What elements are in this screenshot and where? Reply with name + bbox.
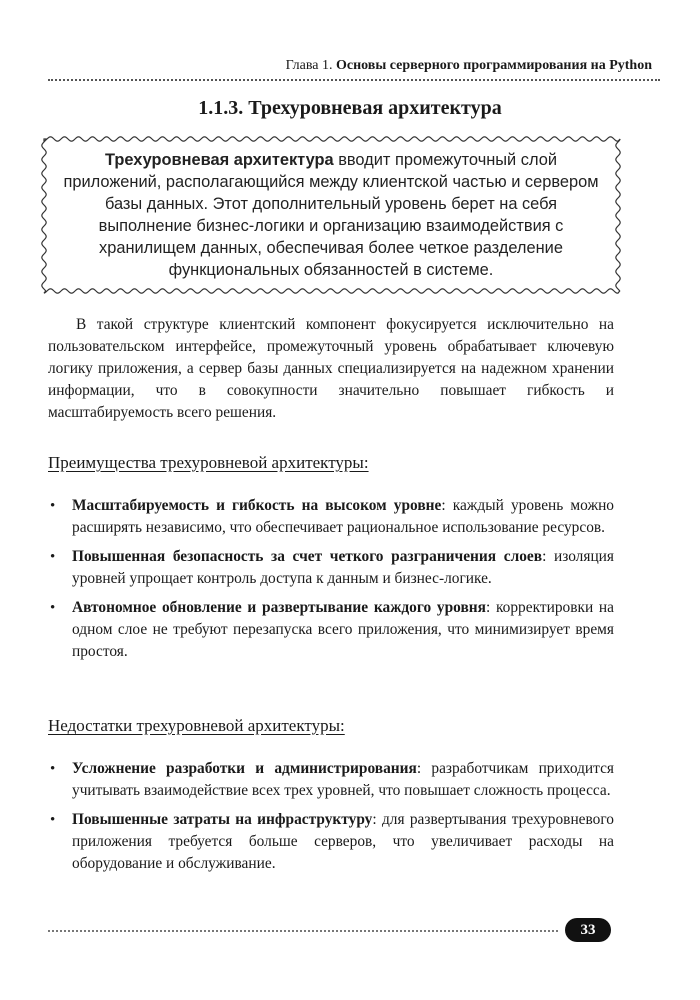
item-term: Усложнение разработки и администрирования: [72, 760, 417, 777]
item-text: : каждый уровень можно расширять независимо, что обеспечивает рациональное использование ресурсов.: [72, 497, 615, 536]
section-title: 1.1.3. Трехуровневая архитектура: [198, 97, 502, 119]
advantages-list: [48, 495, 614, 670]
definition-text: [58, 149, 604, 281]
definition-body: вводит промежуточный слой приложений, располагающийся между клиентской частью и сервером базы данных. Этот дополнительный уровень берет на себя выполнение бизнес-логики и организацию взаимодействия с хранилищем данных, обеспечивая более четкое разделение функциональных обязанностей в системе.: [63, 151, 599, 279]
item-term: Повышенная безопасность за счет четкого разграничения слоев: [72, 548, 543, 565]
bullet-icon: •: [50, 549, 56, 565]
chapter-label: Глава 1.: [285, 58, 333, 73]
footer-divider: [48, 930, 558, 932]
list-item: [48, 546, 614, 590]
bullet-icon: •: [50, 761, 56, 777]
list-item: [48, 758, 614, 802]
item-term: Автономное обновление и развертывание каждого уровня: [72, 599, 486, 616]
list-item: [48, 495, 614, 539]
disadvantages-list: [48, 758, 614, 882]
bullet-icon: •: [50, 600, 56, 616]
intro-paragraph: В такой структуре клиентский компонент фокусируется исключительно на пользовательском интерфейсе, промежуточный уровень обрабатывает ключевую логику приложения, а сервер базы данных специализируется на надежном хранении информации, что в совокупности значительно повышает гибкость и масштабируемость всего решения.: [48, 316, 614, 421]
page-number-badge: 33: [565, 918, 611, 942]
bullet-icon: •: [50, 498, 56, 514]
list-item: [48, 809, 614, 875]
item-text: : корректировки на одном слое не требуют перезапуска всего приложения, что минимизирует время простоя.: [72, 599, 614, 660]
advantages-heading: Преимущества трехуровневой архитектуры:: [48, 453, 369, 472]
definition-term: Трехуровневая архитектура: [105, 151, 334, 169]
list-item: [48, 597, 614, 663]
item-term: Повышенные затраты на инфраструктуру: [72, 811, 373, 828]
item-text: : разработчикам приходится учитывать взаимодействие всех трех уровней, что повышает сложность процесса.: [72, 760, 614, 799]
definition-box: [40, 135, 622, 295]
item-text: : для развертывания трехуровневого приложения требуется больше серверов, что увеличивает расходы на оборудование и обслуживание.: [72, 811, 614, 872]
disadvantages-heading: Недостатки трехуровневой архитектуры:: [48, 716, 345, 735]
header-divider: [48, 79, 660, 81]
running-head: [48, 58, 652, 74]
bullet-icon: •: [50, 812, 56, 828]
item-text: : изоляция уровней упрощает контроль доступа к данным и бизнес-логике.: [72, 548, 614, 587]
chapter-title: Основы серверного программирования на Python: [335, 58, 652, 73]
item-term: Масштабируемость и гибкость на высоком уровне: [72, 497, 442, 514]
